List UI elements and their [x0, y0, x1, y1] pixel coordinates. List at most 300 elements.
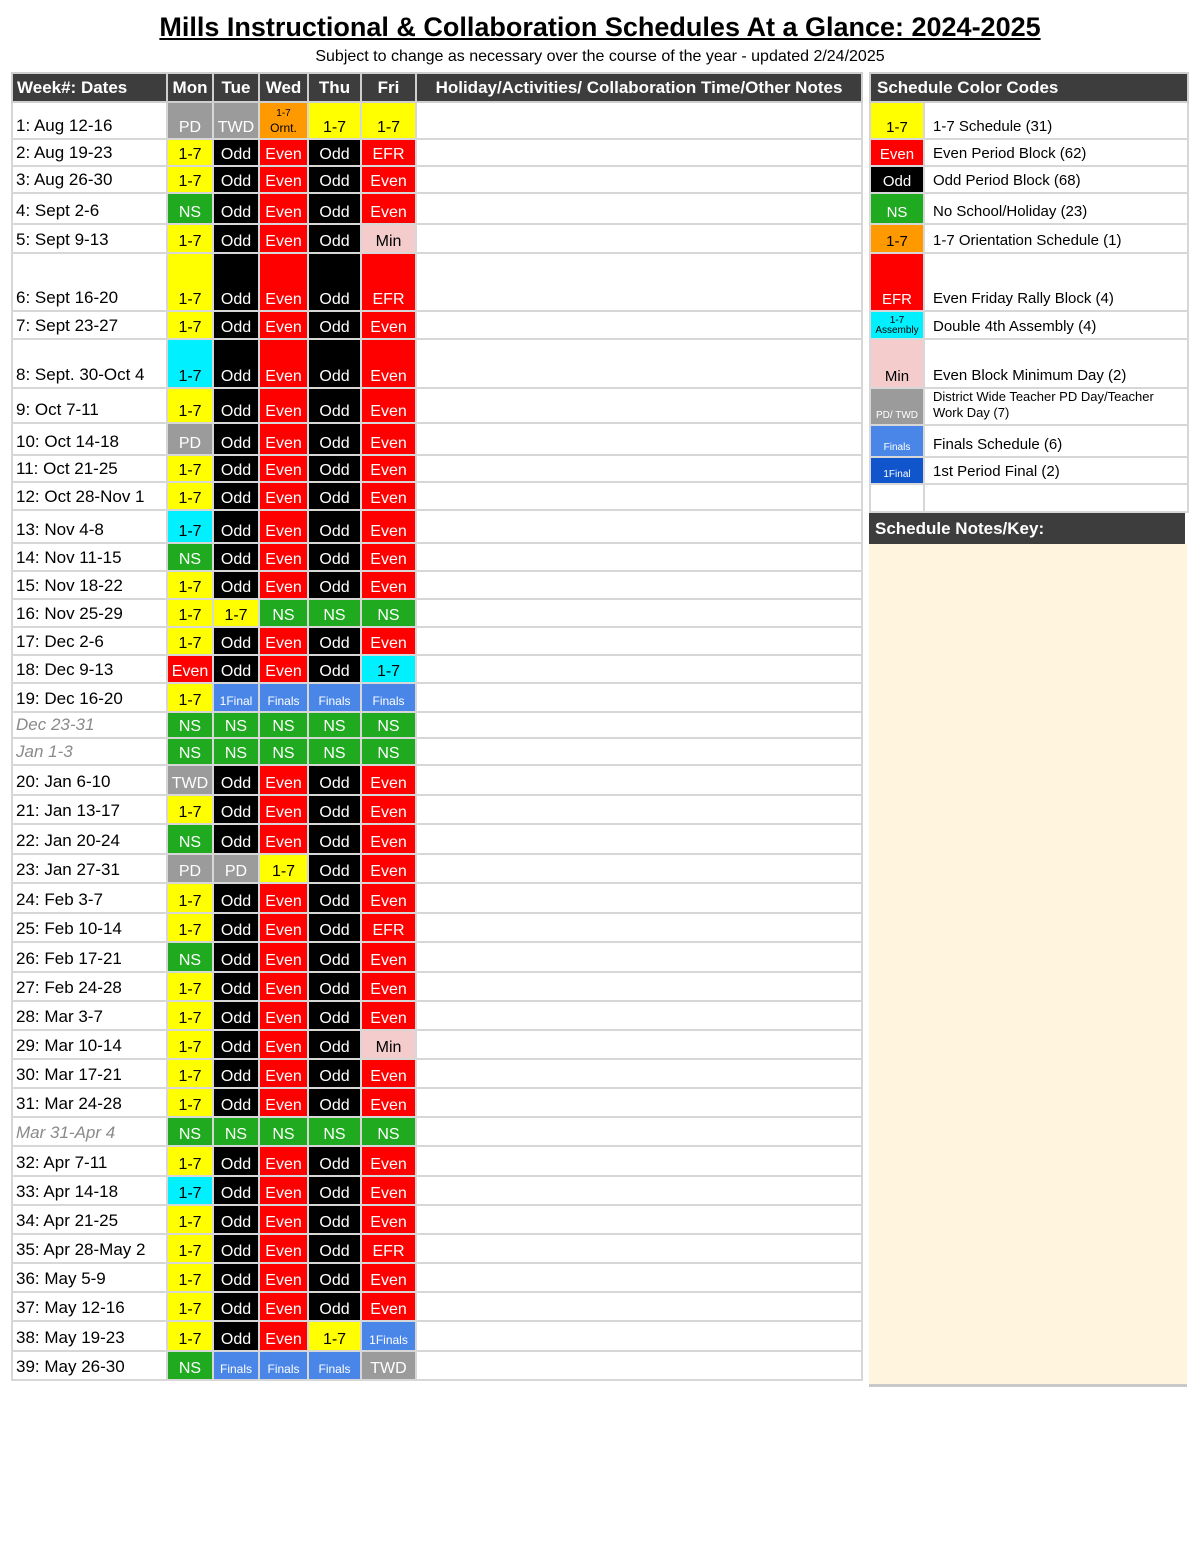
- header-thu: Thu: [308, 73, 361, 102]
- day-code: 1-7: [271, 863, 296, 880]
- day-cell: [213, 543, 259, 571]
- day-code: Even: [370, 435, 407, 452]
- day-code: 1-7: [322, 1331, 347, 1348]
- day-code: Odd: [319, 146, 350, 163]
- day-code: Min: [375, 233, 402, 250]
- day-cell: [259, 627, 308, 655]
- day-cell: [259, 455, 308, 482]
- week-label: 5: Sept 9-13: [12, 224, 167, 253]
- notes-cell: [416, 738, 862, 765]
- day-cell: [213, 655, 259, 683]
- day-cell: [167, 1292, 213, 1321]
- notes-cell: [416, 339, 862, 388]
- day-cell: [259, 655, 308, 683]
- day-cell: [361, 510, 416, 543]
- week-label: Mar 31-Apr 4: [12, 1117, 167, 1146]
- legend-label: Odd Period Block (68): [924, 166, 1188, 193]
- day-code: Even: [265, 952, 302, 969]
- day-code: Odd: [220, 663, 252, 680]
- day-cell: [213, 1234, 259, 1263]
- day-cell: [308, 1351, 361, 1380]
- day-code: Even: [265, 204, 302, 221]
- schedule-notes-area: [869, 544, 1187, 1387]
- day-cell: [361, 339, 416, 388]
- notes-cell: [416, 1205, 862, 1234]
- week-row: [12, 1088, 862, 1117]
- day-code-sub: Ornt.: [270, 121, 297, 135]
- legend-row: [870, 166, 1188, 193]
- legend-code: NS: [886, 204, 908, 221]
- week-label: 36: May 5-9: [12, 1263, 167, 1292]
- day-code: Even: [370, 490, 407, 507]
- day-code: Even: [370, 635, 407, 652]
- day-cell: [308, 543, 361, 571]
- day-code: Even: [370, 204, 407, 221]
- day-code: Even: [265, 1272, 302, 1289]
- day-code: Odd: [220, 1156, 252, 1173]
- day-cell: [361, 311, 416, 339]
- schedule-notes-header: Schedule Notes/Key:: [869, 513, 1185, 544]
- week-label: 1: Aug 12-16: [12, 102, 167, 139]
- day-cell: [259, 1263, 308, 1292]
- notes-cell: [416, 166, 862, 193]
- day-cell: [167, 1146, 213, 1176]
- notes-cell: [416, 224, 862, 253]
- legend-code: 1Final: [883, 469, 911, 480]
- day-code: 1-7: [178, 523, 202, 540]
- day-code: NS: [272, 607, 295, 624]
- legend-swatch: [870, 425, 924, 457]
- day-cell: [167, 795, 213, 824]
- notes-cell: [416, 883, 862, 913]
- day-code: 1-7: [224, 607, 248, 624]
- day-cell: [167, 738, 213, 765]
- legend-label: Finals Schedule (6): [924, 425, 1188, 457]
- day-cell: [213, 1321, 259, 1351]
- week-row: [12, 1292, 862, 1321]
- day-cell: [259, 224, 308, 253]
- day-code: Odd: [319, 1156, 350, 1173]
- day-cell: [308, 139, 361, 166]
- day-code: Even: [265, 1039, 302, 1056]
- day-code: Odd: [319, 204, 350, 221]
- day-cell: [213, 712, 259, 738]
- notes-cell: [416, 193, 862, 224]
- week-row: [12, 655, 862, 683]
- day-code: Even: [370, 775, 407, 792]
- day-code: NS: [178, 718, 202, 735]
- week-label: 28: Mar 3-7: [12, 1001, 167, 1030]
- week-row: [12, 339, 862, 388]
- notes-cell: [416, 824, 862, 854]
- day-code: 1-7: [178, 922, 202, 939]
- notes-cell: [416, 423, 862, 455]
- day-cell: [361, 1059, 416, 1088]
- day-code: Even: [370, 863, 407, 880]
- day-cell: [361, 854, 416, 883]
- day-code: PD: [178, 863, 202, 880]
- day-cell: [308, 765, 361, 795]
- day-cell: [259, 1088, 308, 1117]
- page-subtitle: Subject to change as necessary over the course of the year - updated 2/24/2025: [315, 48, 885, 65]
- day-code: Odd: [220, 291, 252, 308]
- legend-label: No School/Holiday (23): [924, 193, 1188, 224]
- day-code: Finals: [267, 1362, 300, 1376]
- day-cell: [259, 599, 308, 627]
- day-cell: [308, 1263, 361, 1292]
- day-code: Odd: [319, 952, 350, 969]
- legend-code: PD/ TWD: [875, 410, 919, 421]
- notes-cell: [416, 1351, 862, 1380]
- legend-swatch: [870, 339, 924, 388]
- notes-cell: [416, 1088, 862, 1117]
- day-cell: [213, 627, 259, 655]
- week-label: 8: Sept. 30-Oct 4: [12, 339, 167, 388]
- legend-code: Min: [884, 368, 910, 385]
- day-cell: [308, 854, 361, 883]
- legend-code: EFR: [882, 291, 912, 308]
- day-code: Even: [370, 368, 407, 385]
- week-row: [12, 224, 862, 253]
- day-code: Even: [265, 551, 302, 568]
- week-row: [12, 423, 862, 455]
- day-code: Even: [265, 834, 302, 851]
- week-label: 25: Feb 10-14: [12, 913, 167, 942]
- week-row: [12, 1321, 862, 1351]
- day-code: Odd: [220, 893, 252, 910]
- day-cell: [361, 139, 416, 166]
- day-cell: [213, 510, 259, 543]
- day-cell: [213, 253, 259, 311]
- day-cell: [167, 1088, 213, 1117]
- day-code: Even: [370, 981, 407, 998]
- day-code: NS: [178, 204, 202, 221]
- day-code: PD: [224, 863, 248, 880]
- day-cell: [361, 1205, 416, 1234]
- day-cell: [361, 942, 416, 972]
- schedule-table: [11, 72, 863, 1381]
- day-code: 1-7: [322, 119, 347, 136]
- day-cell: [361, 683, 416, 712]
- day-code: Even: [265, 635, 302, 652]
- notes-cell: [416, 253, 862, 311]
- legend-code: 1-7: [889, 315, 905, 326]
- legend-row: [870, 139, 1188, 166]
- week-row: [12, 253, 862, 311]
- day-cell: [308, 388, 361, 423]
- day-cell: [259, 824, 308, 854]
- day-code: Even: [265, 893, 302, 910]
- day-code: 1-7: [178, 1185, 202, 1202]
- notes-cell: [416, 712, 862, 738]
- day-cell: [259, 1146, 308, 1176]
- day-code: Even: [370, 952, 407, 969]
- legend-label: [924, 484, 1188, 512]
- notes-cell: [416, 599, 862, 627]
- legend-code: Odd: [882, 173, 912, 190]
- day-cell: [259, 1351, 308, 1380]
- day-cell: [213, 1176, 259, 1205]
- week-label: 38: May 19-23: [12, 1321, 167, 1351]
- notes-cell: [416, 1263, 862, 1292]
- day-cell: [308, 482, 361, 510]
- week-row: [12, 972, 862, 1001]
- day-cell: [167, 102, 213, 139]
- day-cell: [361, 1263, 416, 1292]
- day-cell: [259, 388, 308, 423]
- day-cell: [308, 193, 361, 224]
- legend-swatch: [870, 388, 924, 425]
- day-cell: [361, 795, 416, 824]
- day-cell: [259, 1292, 308, 1321]
- notes-cell: [416, 1176, 862, 1205]
- day-cell: [308, 913, 361, 942]
- day-code: Even: [370, 523, 407, 540]
- day-cell: [167, 423, 213, 455]
- day-code: Odd: [319, 663, 350, 680]
- day-cell: [361, 913, 416, 942]
- day-cell: [167, 1205, 213, 1234]
- day-cell: [167, 543, 213, 571]
- header-wed: Wed: [259, 73, 308, 102]
- day-cell: [361, 712, 416, 738]
- week-label: 3: Aug 26-30: [12, 166, 167, 193]
- notes-cell: [416, 571, 862, 599]
- day-cell: [213, 765, 259, 795]
- legend-row: [870, 253, 1188, 311]
- day-cell: [167, 1176, 213, 1205]
- day-cell: [259, 1059, 308, 1088]
- day-code: Odd: [319, 834, 350, 851]
- day-cell: [361, 1088, 416, 1117]
- week-label: Dec 23-31: [12, 712, 167, 738]
- header-tue: Tue: [213, 73, 259, 102]
- day-cell: [213, 311, 259, 339]
- day-cell: [167, 482, 213, 510]
- day-code: Even: [370, 1185, 407, 1202]
- day-cell: [167, 139, 213, 166]
- week-label: 23: Jan 27-31: [12, 854, 167, 883]
- day-code: Even: [265, 319, 302, 336]
- legend-label: Even Period Block (62): [924, 139, 1188, 166]
- day-cell: [361, 1001, 416, 1030]
- day-cell: [167, 311, 213, 339]
- week-label: 7: Sept 23-27: [12, 311, 167, 339]
- day-code: Odd: [220, 775, 252, 792]
- day-code: Even: [370, 173, 407, 190]
- day-cell: [213, 972, 259, 1001]
- week-label: 17: Dec 2-6: [12, 627, 167, 655]
- week-label: 19: Dec 16-20: [12, 683, 167, 712]
- day-cell: [213, 1001, 259, 1030]
- day-cell: [167, 1263, 213, 1292]
- day-code: Odd: [220, 368, 252, 385]
- week-row: [12, 1263, 862, 1292]
- day-code: Even: [370, 579, 407, 596]
- day-cell: [213, 738, 259, 765]
- day-code: EFR: [372, 146, 405, 163]
- day-code: 1-7: [178, 403, 202, 420]
- day-code: Odd: [319, 233, 350, 250]
- header-notes: Holiday/Activities/ Collaboration Time/Other Notes: [416, 73, 862, 102]
- day-cell: [167, 193, 213, 224]
- color-codes-table: [869, 72, 1189, 513]
- notes-cell: [416, 683, 862, 712]
- day-cell: [308, 455, 361, 482]
- day-cell: [308, 1205, 361, 1234]
- day-code: Odd: [220, 1097, 252, 1114]
- week-label: 33: Apr 14-18: [12, 1176, 167, 1205]
- day-code: Even: [370, 804, 407, 821]
- day-cell: [361, 1351, 416, 1380]
- day-code: Odd: [319, 462, 350, 479]
- day-code: Even: [370, 1272, 407, 1289]
- legend-code-sub: Assembly: [875, 325, 919, 336]
- day-code: 1-7: [178, 1272, 202, 1289]
- day-code: 1-7: [178, 804, 202, 821]
- day-code: TWD: [171, 775, 209, 792]
- day-code: TWD: [217, 119, 255, 136]
- day-code: Odd: [319, 804, 350, 821]
- day-cell: [213, 166, 259, 193]
- day-cell: [361, 1292, 416, 1321]
- day-code: Odd: [319, 173, 350, 190]
- day-cell: [259, 193, 308, 224]
- week-row: [12, 571, 862, 599]
- week-row: [12, 942, 862, 972]
- day-cell: [361, 883, 416, 913]
- day-code: Odd: [220, 1243, 252, 1260]
- day-code: Even: [370, 893, 407, 910]
- day-code: 1-7: [276, 108, 291, 119]
- day-cell: [308, 972, 361, 1001]
- day-code: NS: [178, 834, 202, 851]
- day-cell: [213, 571, 259, 599]
- day-cell: [259, 253, 308, 311]
- week-label: 11: Oct 21-25: [12, 455, 167, 482]
- day-cell: [259, 166, 308, 193]
- day-cell: [213, 795, 259, 824]
- day-code: NS: [178, 1360, 202, 1377]
- day-code: 1-7: [178, 1156, 202, 1173]
- day-code: Odd: [220, 1214, 252, 1231]
- week-row: [12, 913, 862, 942]
- header-week: Week#: Dates: [12, 73, 167, 102]
- week-label: 32: Apr 7-11: [12, 1146, 167, 1176]
- day-code: NS: [377, 745, 400, 762]
- legend-label: Even Friday Rally Block (4): [924, 253, 1188, 311]
- week-label: 12: Oct 28-Nov 1: [12, 482, 167, 510]
- week-row: [12, 1176, 862, 1205]
- day-cell: [167, 712, 213, 738]
- day-cell: [361, 627, 416, 655]
- day-cell: [213, 102, 259, 139]
- week-label: 13: Nov 4-8: [12, 510, 167, 543]
- day-cell: [308, 655, 361, 683]
- day-code: Odd: [319, 1272, 350, 1289]
- week-row: [12, 311, 862, 339]
- day-cell: [259, 102, 308, 139]
- day-cell: [361, 599, 416, 627]
- day-code: Even: [265, 523, 302, 540]
- day-code: Odd: [319, 291, 350, 308]
- day-code: 1Finals: [369, 1333, 408, 1347]
- day-code: Odd: [220, 146, 252, 163]
- day-cell: [308, 510, 361, 543]
- day-cell: [167, 253, 213, 311]
- week-row: [12, 824, 862, 854]
- day-cell: [361, 655, 416, 683]
- day-cell: [361, 824, 416, 854]
- day-cell: [213, 1263, 259, 1292]
- legend-code: Finals: [883, 442, 911, 453]
- day-code: Even: [265, 291, 302, 308]
- day-code: Odd: [319, 579, 350, 596]
- day-code: Odd: [319, 490, 350, 507]
- legend-label: 1st Period Final (2): [924, 457, 1188, 484]
- day-cell: [259, 510, 308, 543]
- notes-cell: [416, 139, 862, 166]
- day-cell: [167, 1001, 213, 1030]
- day-code: Odd: [319, 551, 350, 568]
- day-code: Even: [370, 319, 407, 336]
- day-code: Odd: [220, 1039, 252, 1056]
- day-code: PD: [178, 119, 202, 136]
- day-cell: [259, 423, 308, 455]
- day-cell: [308, 253, 361, 311]
- week-label: 9: Oct 7-11: [12, 388, 167, 423]
- day-code: 1-7: [178, 1243, 202, 1260]
- legend-swatch: [870, 484, 924, 512]
- week-row: [12, 883, 862, 913]
- day-cell: [308, 423, 361, 455]
- day-code: Odd: [220, 635, 252, 652]
- week-label: Jan 1-3: [12, 738, 167, 765]
- legend-swatch: [870, 224, 924, 253]
- day-code: NS: [272, 1126, 295, 1143]
- legend-row: [870, 484, 1188, 512]
- day-code: EFR: [372, 291, 405, 308]
- day-code: Even: [370, 834, 407, 851]
- day-code: 1-7: [376, 663, 401, 680]
- day-cell: [361, 423, 416, 455]
- day-code: 1-7: [178, 981, 202, 998]
- week-label: 26: Feb 17-21: [12, 942, 167, 972]
- day-cell: [361, 543, 416, 571]
- day-cell: [308, 1176, 361, 1205]
- notes-cell: [416, 854, 862, 883]
- page-title: Mills Instructional & Collaboration Schedules At a Glance: 2024-2025: [159, 12, 1041, 42]
- day-code: Even: [265, 1301, 302, 1318]
- day-cell: [361, 388, 416, 423]
- day-cell: [213, 1030, 259, 1059]
- day-code: Even: [265, 403, 302, 420]
- day-cell: [308, 795, 361, 824]
- day-code: 1-7: [178, 1039, 202, 1056]
- week-label: 21: Jan 13-17: [12, 795, 167, 824]
- day-cell: [308, 1117, 361, 1146]
- day-cell: [213, 683, 259, 712]
- day-code: Odd: [220, 551, 252, 568]
- day-cell: [167, 765, 213, 795]
- day-code: Even: [265, 579, 302, 596]
- legend-swatch: [870, 193, 924, 224]
- day-cell: [167, 1234, 213, 1263]
- day-code: NS: [323, 1126, 346, 1143]
- day-code: 1-7: [178, 1331, 202, 1348]
- day-code: Even: [370, 1156, 407, 1173]
- day-code: Even: [265, 1331, 302, 1348]
